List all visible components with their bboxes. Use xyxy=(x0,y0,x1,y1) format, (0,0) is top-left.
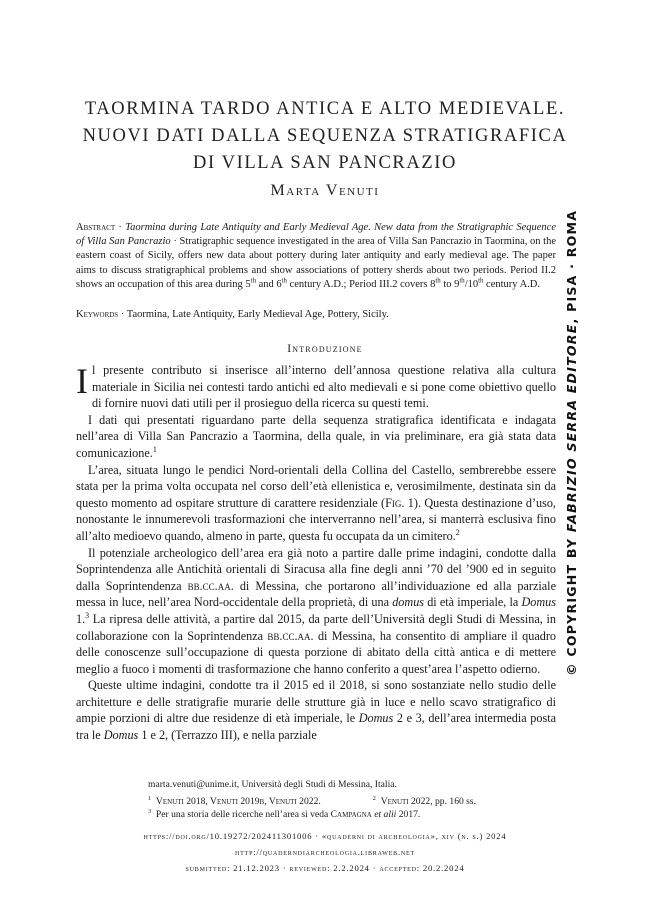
paragraph-text: 1. xyxy=(76,611,86,626)
paragraph-text: Queste ultime indagini, condotte tra il 2015 ed il 2018, si sono sostanziate nello studio delle architetture e delle stratigrafie murarie delle strutture già in luce e nello scavo stratigrafico di ampie porzioni di altre due residenze di età imperiale, le xyxy=(76,678,556,726)
footnote-etal: et alii xyxy=(374,809,397,820)
abstract-label: Abstract xyxy=(76,222,116,233)
paragraph-text: di età imperiale, la xyxy=(424,595,522,610)
body-text xyxy=(76,362,556,744)
footnote-number: 2 xyxy=(372,794,376,802)
keywords xyxy=(76,308,556,322)
keywords-label: Keywords xyxy=(76,309,119,320)
abstract-text: /10 xyxy=(464,278,479,290)
footnote-number: 3 xyxy=(148,807,152,815)
paragraph-text: I dati qui presentati riguardano parte della sequenza stratigrafica identificata e indagata nell’area di Villa San Pancrazio a Taormina, della quale, in via preliminare, era già stata data comunicazione. xyxy=(76,412,556,460)
footnote-text: 2017. xyxy=(396,809,421,820)
abstract-separator: · xyxy=(115,222,126,233)
italic-term: domus xyxy=(392,595,425,610)
paragraph-text: ). Questa destinazione d’uso, nonostante le innumerevoli trasformazioni che interverranno nell’area, si manterrà esclusiva fino all’alto medioevo quando, almeno in parte, questa fu occupata da un cimitero. xyxy=(76,495,556,543)
title-line-1: TAORMINA TARDO ANTICA E ALTO MEDIEVALE. xyxy=(84,99,566,119)
footnote-ref[interactable]: 2 xyxy=(455,527,460,537)
footnote-number: 1 xyxy=(148,794,152,802)
title-line-2: NUOVI DATI DALLA SEQUENZA STRATIGRAFICA xyxy=(82,126,568,146)
footnote-ref[interactable]: 3 xyxy=(85,610,90,620)
drop-cap: I xyxy=(76,361,88,401)
author-name: Marta Venuti xyxy=(270,182,380,199)
paragraph xyxy=(76,545,556,678)
sup: th xyxy=(281,277,287,285)
abstract-text: and 6 xyxy=(255,278,282,290)
footnote-ref[interactable]: 1 xyxy=(152,444,157,454)
journal-url[interactable]: http://quaderndiarcheologia.libraweb.net xyxy=(235,847,415,857)
section-heading: Introduzione xyxy=(287,343,363,355)
paragraph xyxy=(76,362,556,412)
footnote-line xyxy=(148,795,568,808)
paragraph-text: l presente contributo si inserisce all’interno dell’annosa questione relativa alla cultura materiale in Sicilia nei contesti tardo antichi ed alto medievali e si pone come obiettivo quello di fornire nuovi dati utili per il prosieguo della ricerca su questi temi. xyxy=(92,363,556,411)
author-affiliation: marta.venuti@unime.it, Università degli Studi di Messina, Italia. xyxy=(148,779,397,790)
review-dates: submitted: 21.12.2023 · reviewed: 2.2.2024 · accepted: 20.2.2024 xyxy=(185,863,465,873)
doi-line[interactable]: https://doi.org/10.19272/202411301006 · «quaderni di archeologia», xiv (n. s.) 2024 xyxy=(143,831,507,841)
copyright-notice xyxy=(560,209,584,676)
copyright-suffix: , PISA · ROMA xyxy=(564,209,579,324)
abstract-text: century A.D. xyxy=(483,278,540,290)
sup: th xyxy=(250,277,256,285)
paragraph-text: 1 e 2, (Terrazzo III), e nella parziale xyxy=(138,728,317,743)
abstract-text: to 9 xyxy=(440,278,460,290)
copyright-publisher: FABRIZIO SERRA EDITORE xyxy=(564,323,579,533)
sup: th xyxy=(478,277,484,285)
footnote-author: Campagna xyxy=(330,809,372,820)
paragraph-text: 2 e 3, dell’area intermedia posta tra le xyxy=(76,711,556,743)
paragraph-text: La ripresa delle attività, a partire dal 2015, da parte dell’Università degli Studi di Messina, in collaborazione con la Soprintendenza xyxy=(76,611,556,643)
copyright-prefix: © COPYRIGHT BY xyxy=(564,532,579,676)
paragraph xyxy=(76,677,556,743)
footnote-text: Per una storia delle ricerche nell’area si veda xyxy=(155,809,331,820)
abstract xyxy=(76,221,556,292)
publication-meta xyxy=(60,828,590,876)
paragraph xyxy=(76,462,556,545)
sup: th xyxy=(435,277,441,285)
figure-ref[interactable]: Fig. 1 xyxy=(385,495,414,510)
paragraph-text: di Messina, che portarono all’individuazione ed alla parziale messa in luce, nell’area Nord-occidentale della proprietà, di una xyxy=(76,578,556,610)
article-title xyxy=(60,96,590,177)
italic-term: Domus xyxy=(358,711,394,726)
footnote-line xyxy=(148,808,568,821)
paragraph-text: di Messina, ha consentito di ampliare il quadro delle conoscenze sull’occupazione di questa porzione di abitato della città antica e di mettere meglio a fuoco i momenti di trasformazione che hanno conferito a quest’area l’aspetto odierno. xyxy=(76,628,556,676)
sup: th xyxy=(459,277,465,285)
italic-term: Domus xyxy=(521,595,556,610)
abstract-text: century A.D.; Period III.2 covers 8 xyxy=(286,278,436,290)
paragraph-text: L’area, situata lungo le pendici Nord-orientali della Collina del Castello, sembrerebbe essere stata per la prima volta occupata nel corso dell’età ellenistica e, verosimilmente, destinata sin da questo momento ad ospitare strutture di carattere residenziale ( xyxy=(76,462,556,510)
paragraph-text: Il potenziale archeologico dell’area era già noto a partire dalle prime indagini, condotte dalla Soprintendenza alle Antichità orientali di Siracusa alla fine degli anni ’70 del ’900 ed in seguito dalla Soprintendenza xyxy=(76,545,556,593)
footnote-text: Venuti 2022 xyxy=(380,796,431,807)
abstract-english-title: Taormina during Late Antiquity and Early Medieval Age. New data from the Stratigraphic Sequence of Villa San Pancrazio xyxy=(76,222,556,248)
paragraph xyxy=(76,412,556,462)
keywords-separator: · xyxy=(118,309,127,320)
title-line-3: DI VILLA SAN PANCRAZIO xyxy=(193,153,457,173)
italic-term: Domus xyxy=(103,728,139,743)
abbreviation: bb.cc.aa. xyxy=(267,628,314,643)
footnote-text: , pp. 160 ss. xyxy=(430,796,477,807)
keywords-text: Taormina, Late Antiquity, Early Medieval Age, Pottery, Sicily. xyxy=(126,309,389,320)
abstract-text: · Stratigraphic sequence investigated in the area of Villa San Pancrazio in Taormina, on the eastern coast of Sicily, offers new data about pottery during later antiquity and early medieval age. The paper aims to discuss stratigraphical problems and show associations of pottery sherds about two periods. Period II.2 shows an occupation of this area during 5 xyxy=(76,236,557,290)
abbreviation: bb.cc.aa. xyxy=(187,578,234,593)
footnote-text: Venuti 2018, Venuti 2019b, Venuti 2022. xyxy=(155,796,321,807)
footnotes xyxy=(148,778,568,821)
